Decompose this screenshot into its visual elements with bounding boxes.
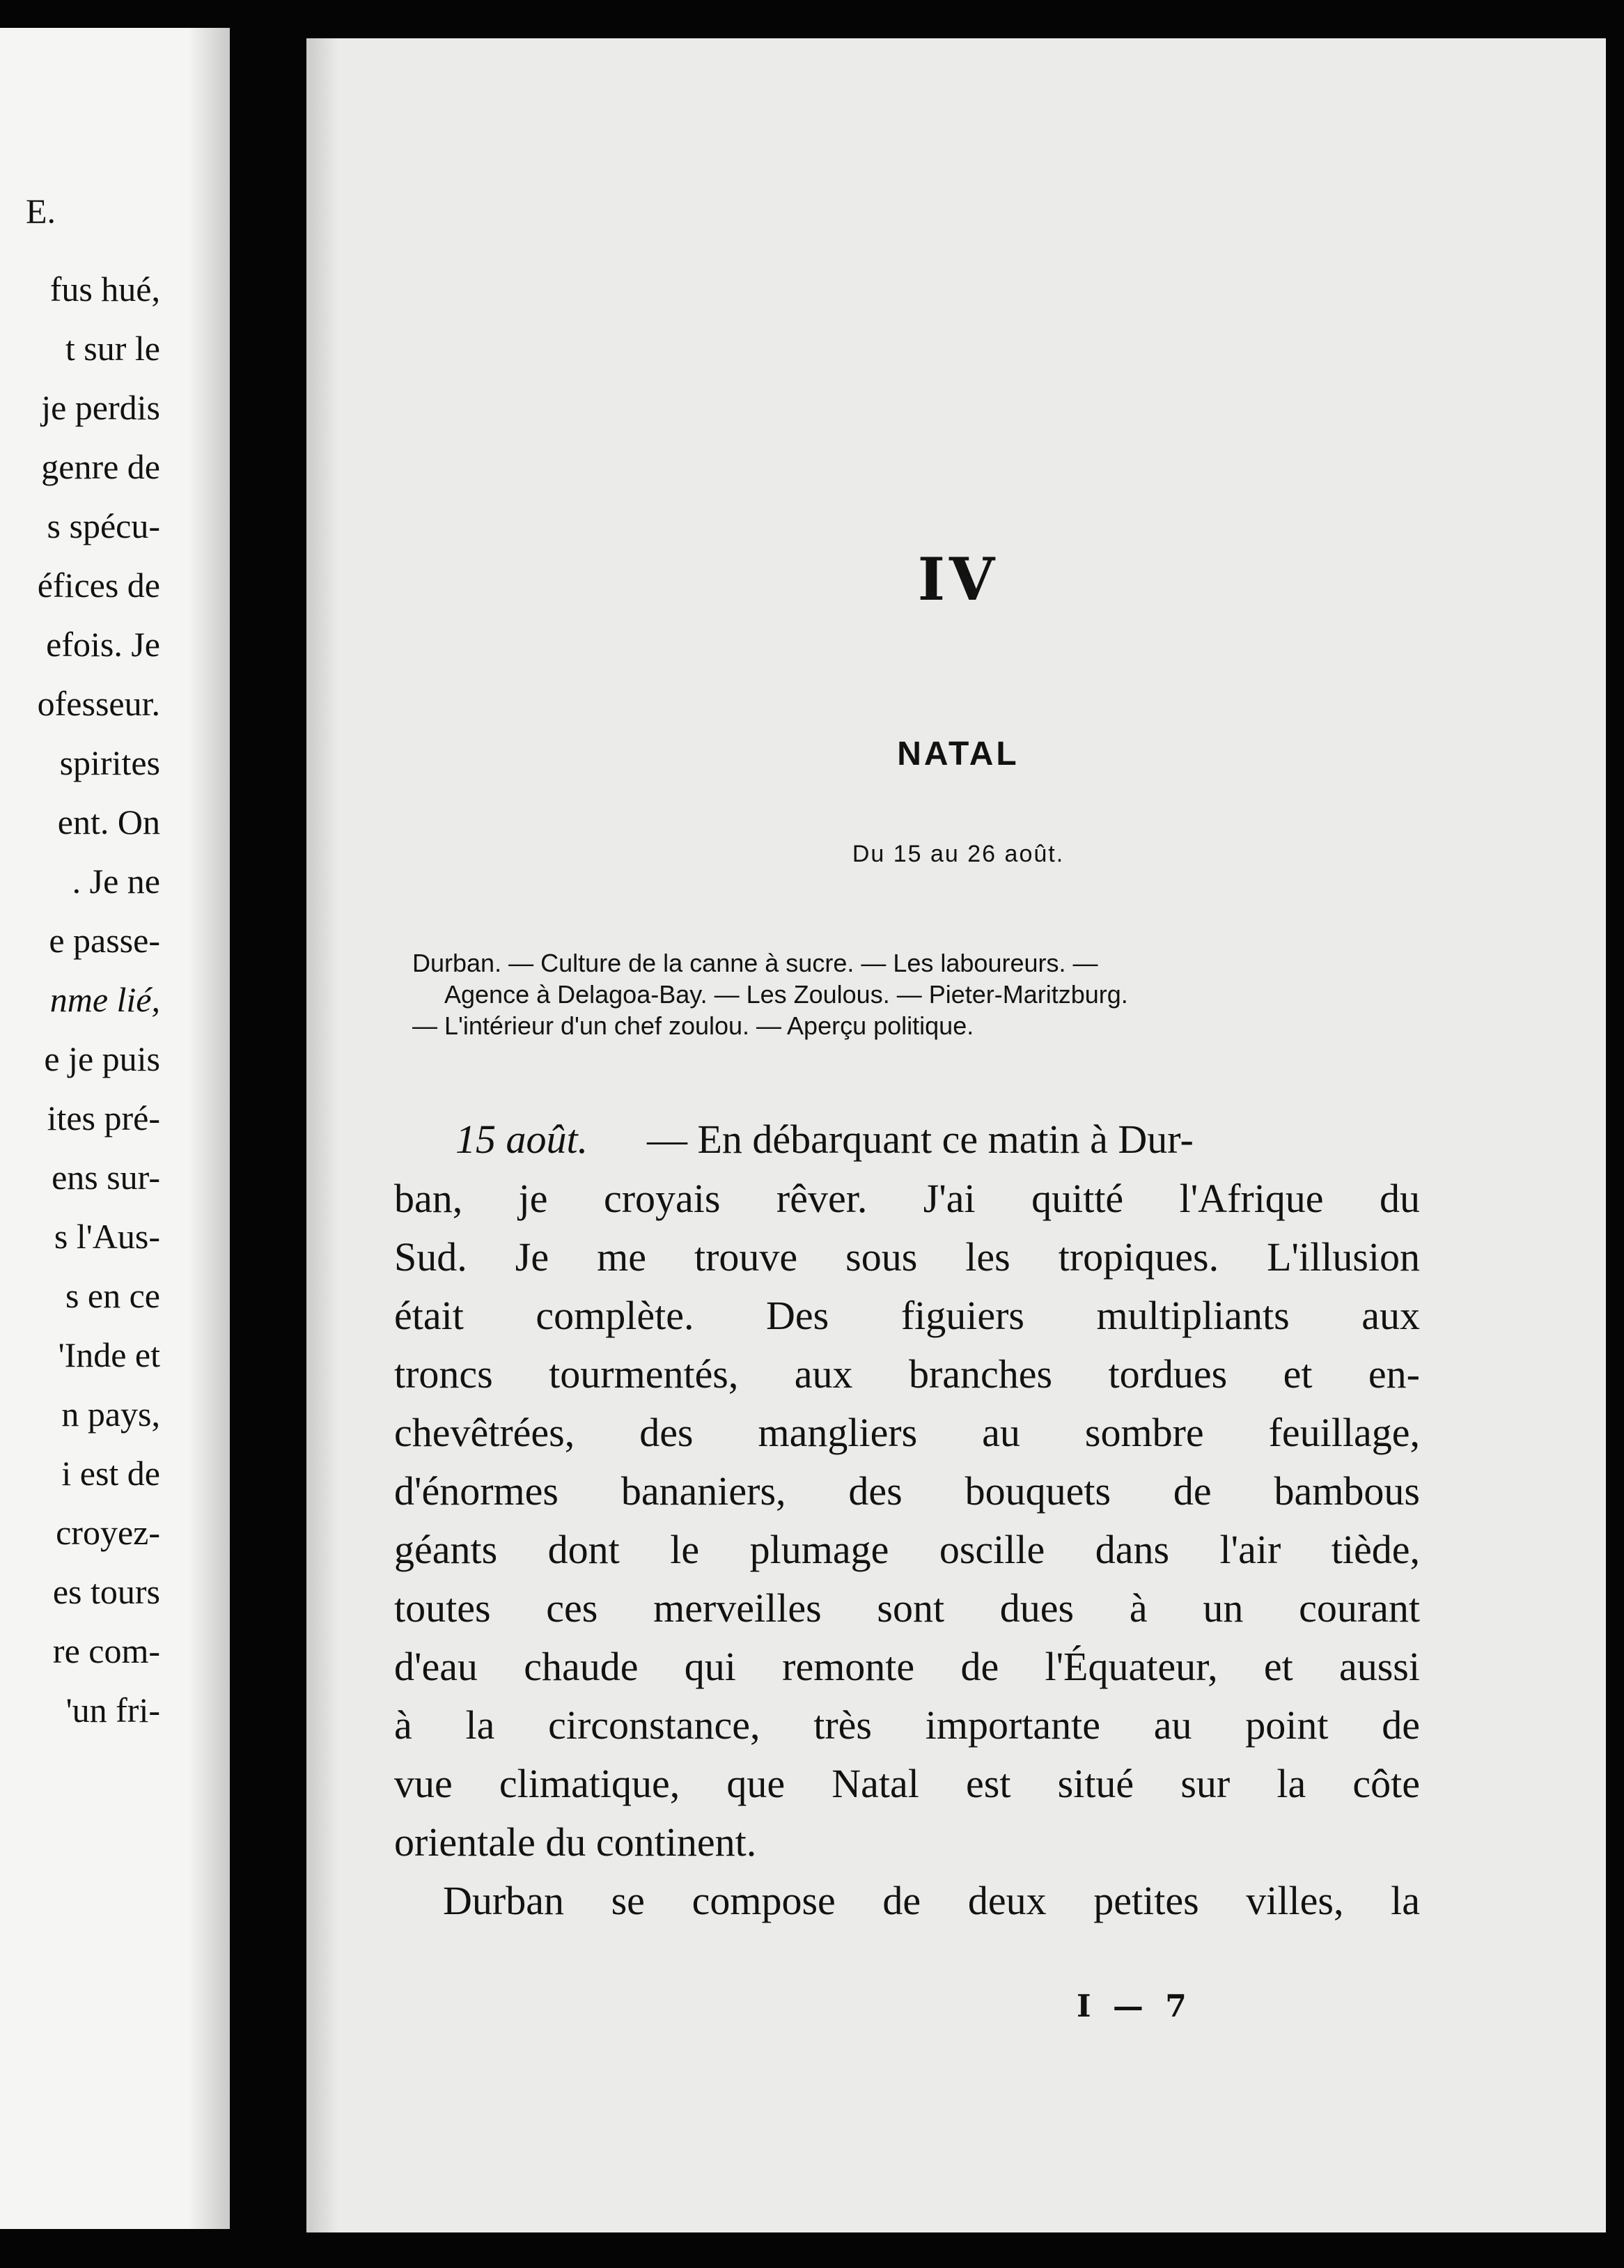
entry-date-text: 15 août.: [455, 1117, 588, 1162]
left-line: fus hué,: [49, 270, 160, 309]
summary-line: Agence à Delagoa-Bay. — Les Zoulous. — Pieter-Maritzburg.: [444, 980, 1128, 1009]
left-line: re com-: [52, 1631, 160, 1670]
signature-mark: I — 7: [1077, 1989, 1192, 2024]
left-line: spirites: [59, 743, 160, 782]
left-line: s spécu-: [47, 506, 160, 545]
body-line: — En débarquant ce matin à Dur-: [647, 1117, 1194, 1162]
left-line: genre de: [41, 447, 160, 486]
body-text: [311, 38, 1606, 2232]
left-line: s en ce: [65, 1276, 160, 1315]
left-line: E.: [25, 192, 56, 231]
chapter-title: NATAL: [897, 736, 1020, 772]
left-line: es tours: [52, 1572, 160, 1611]
left-line: i est de: [61, 1454, 160, 1493]
entry-date: [455, 1119, 588, 1160]
body-line: à la circonstance, très importante au point de: [394, 1702, 1420, 1748]
left-line: ens sur-: [52, 1158, 160, 1197]
left-line: efois. Je: [46, 625, 160, 664]
left-line: e je puis: [44, 1039, 160, 1078]
left-line: nme lié,: [49, 980, 160, 1019]
body-line: vue climatique, que Natal est situé sur la côte: [394, 1761, 1420, 1806]
left-line: 'un fri-: [65, 1691, 160, 1730]
body-line: Sud. Je me trouve sous les tropiques. L'illusion: [394, 1234, 1420, 1280]
body-line: orientale du continent.: [394, 1819, 757, 1865]
summary-line: — L'intérieur d'un chef zoulou. — Aperçu politique.: [412, 1011, 974, 1040]
left-line: t sur le: [65, 329, 160, 368]
page-shadow: [188, 28, 230, 2229]
body-line: géants dont le plumage oscille dans l'air tiède,: [394, 1527, 1420, 1572]
left-page: [0, 28, 230, 2229]
chapter-dates: Du 15 au 26 août.: [852, 841, 1065, 867]
left-line: ites pré-: [47, 1098, 160, 1137]
body-line: d'eau chaude qui remonte de l'Équateur, et aussi: [394, 1644, 1420, 1689]
left-line: ent. On: [57, 802, 160, 841]
left-line: e passe-: [49, 921, 160, 960]
left-line: 'Inde et: [58, 1335, 160, 1374]
body-line: chevêtrées, des mangliers au sombre feuillage,: [394, 1410, 1420, 1455]
body-line: d'énormes bananiers, des bouquets de bambous: [394, 1468, 1420, 1514]
left-line: éfices de: [37, 566, 160, 605]
chapter-number: IV: [917, 545, 999, 614]
body-line: toutes ces merveilles sont dues à un courant: [394, 1585, 1420, 1631]
left-line: je perdis: [41, 388, 160, 427]
left-line: . Je ne: [72, 862, 160, 901]
body-line: troncs tourmentés, aux branches tordues et en-: [394, 1351, 1420, 1397]
left-line: croyez-: [56, 1513, 160, 1552]
right-page: [306, 38, 1606, 2232]
summary-line: Durban. — Culture de la canne à sucre. — Les laboureurs. —: [412, 949, 1098, 977]
left-line: n pays,: [61, 1395, 160, 1434]
body-line: ban, je croyais rêver. J'ai quitté l'Afrique du: [394, 1176, 1420, 1221]
left-line: ofesseur.: [37, 684, 160, 723]
body-line: était complète. Des figuiers multipliants aux: [394, 1293, 1420, 1338]
left-line: s l'Aus-: [54, 1217, 160, 1256]
body-line: Durban se compose de deux petites villes, la: [443, 1878, 1420, 1923]
